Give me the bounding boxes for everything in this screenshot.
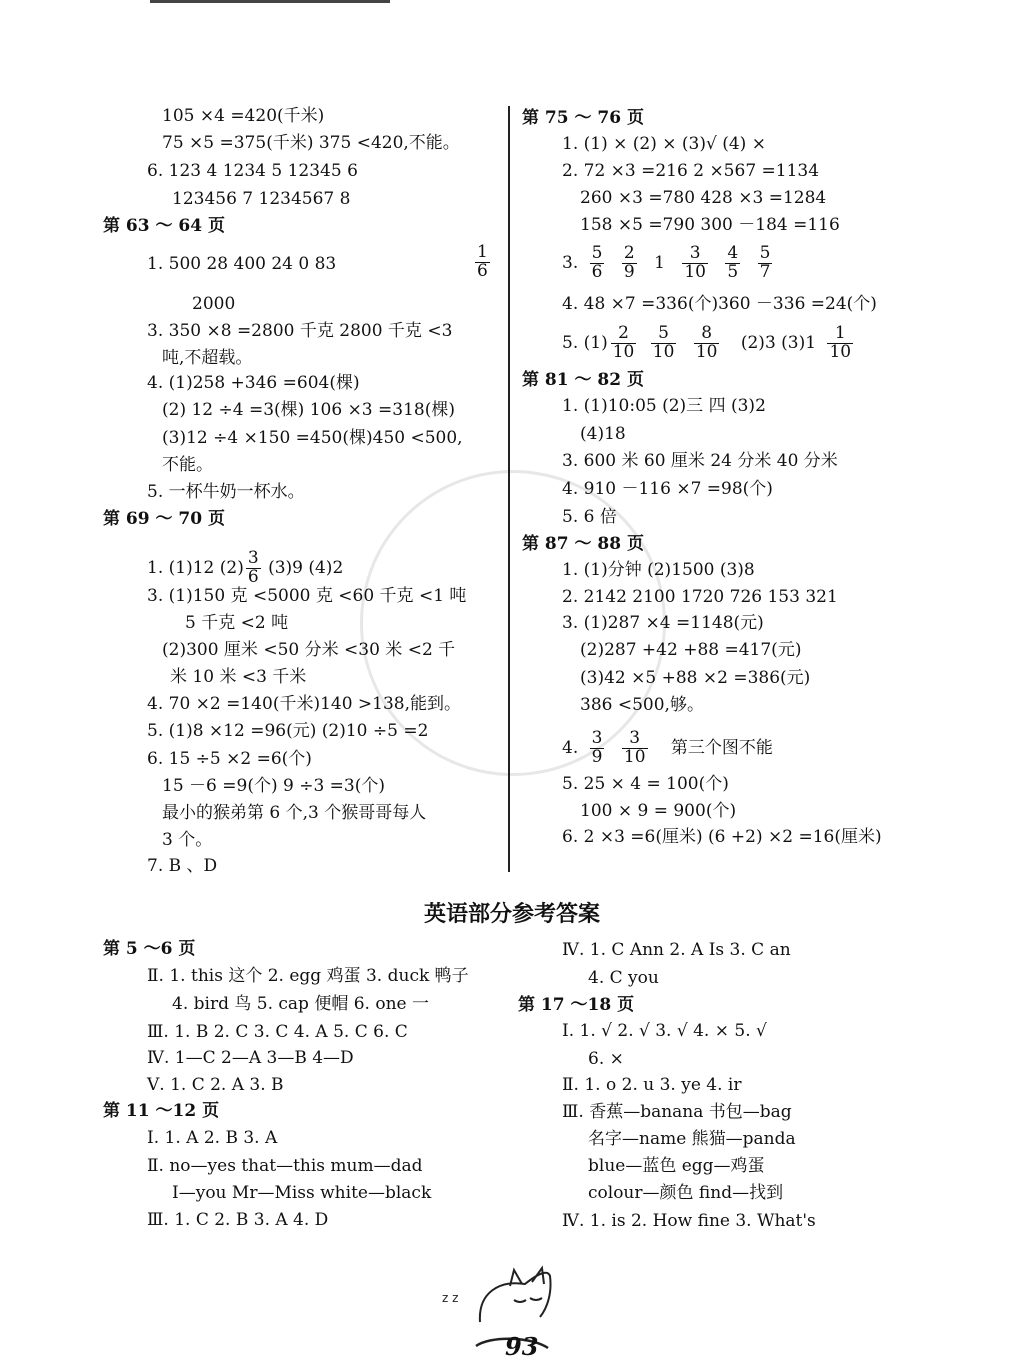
answer-line: 6. 15 ÷5 ×2 =6(个) — [147, 749, 312, 769]
fraction: $\frac{3}{10}$ — [684, 243, 706, 282]
fraction: $\frac{1}{6}$ — [477, 242, 488, 281]
fraction: $\frac{3}{10}$ — [623, 728, 646, 767]
section-header: 第 11 ～12 页 — [103, 1101, 220, 1121]
section-header: 第 17 ～18 页 — [518, 995, 635, 1015]
answer-line: Ⅱ. 1. this 这个 2. egg 鸡蛋 3. duck 鸭子 — [147, 966, 469, 986]
answer-line: (4)18 — [580, 424, 626, 444]
answer-line: 4. bird 鸟 5. cap 便帽 6. one 一 — [172, 994, 430, 1014]
fraction: $\frac{2}{9}$ — [623, 243, 635, 282]
column-divider — [508, 106, 510, 872]
answer-line: Ⅲ. 香蕉—banana 书包—bag — [562, 1102, 792, 1122]
answer-line: 2000 — [192, 294, 236, 314]
answer-line: 386 <500,够。 — [580, 695, 704, 715]
answer-line: 1. (1)10:05 (2)三 四 (3)2 — [562, 396, 766, 416]
answer-line: 2. 2142 2100 1720 726 153 321 — [562, 587, 838, 607]
answer-line: colour—颜色 find—找到 — [588, 1183, 784, 1203]
answer-line: (3)12 ÷4 ×150 =450(棵)450 <500, — [162, 428, 463, 448]
sleep-z-text: z z — [442, 1291, 459, 1305]
section-header-p63: 第 63 ～ 64 页 — [103, 216, 225, 236]
answer-line: 7. B 、D — [147, 856, 218, 876]
section-header-p75: 第 75 ～ 76 页 — [522, 108, 644, 128]
answer-line: 158 ×5 =790 300 －184 =116 — [580, 215, 840, 235]
answer-line: Ⅰ. 1. A 2. B 3. A — [147, 1128, 278, 1148]
answer-line: Ⅱ. 1. o 2. u 3. ye 4. ir — [562, 1075, 742, 1095]
page-number: 93 — [505, 1332, 539, 1361]
answer-line: 最小的猴弟第 6 个,3 个猴哥哥每人 — [162, 803, 427, 823]
answer-line: 1. (1)分钟 (2)1500 (3)8 — [562, 560, 755, 580]
answer-line: 1. (1)12 (2) $\frac{3}{6}$ (3)9 (4)2 — [147, 548, 344, 587]
fraction: $\frac{1}{10}$ — [829, 323, 852, 362]
section-header: 第 5 ～6 页 — [103, 939, 196, 959]
answer-line: 米 10 米 <3 千米 — [170, 667, 307, 687]
answer-line: 6. 123 4 1234 5 12345 6 — [147, 161, 358, 181]
fraction: $\frac{5}{6}$ — [591, 243, 603, 282]
answer-line: 15 －6 =9(个) 9 ÷3 =3(个) — [162, 776, 385, 796]
answer-line: blue—蓝色 egg—鸡蛋 — [588, 1156, 765, 1176]
answer-line: 4. 70 ×2 =140(千米)140 >138,能到。 — [147, 694, 462, 714]
answer-line: 3. 350 ×8 =2800 千克 2800 千克 <3 — [147, 321, 453, 341]
answer-line: 6. × — [588, 1049, 624, 1069]
top-rule — [150, 0, 390, 3]
answer-line: Ⅳ. 1—C 2—A 3—B 4—D — [147, 1048, 354, 1068]
answer-line: Ⅲ. 1. B 2. C 3. C 4. A 5. C 6. C — [147, 1022, 408, 1042]
answer-line: 4. 910 －116 ×7 =98(个) — [562, 479, 773, 499]
answer-line: 6. 2 ×3 =6(厘米) (6 +2) ×2 =16(厘米) — [562, 827, 882, 847]
english-section-title: 英语部分参考答案 — [423, 902, 600, 927]
answer-line: 1. 500 28 400 24 0 83 $\frac{1}{6}$ — [147, 242, 488, 281]
answer-line: (2) 12 ÷4 =3(棵) 106 ×3 =318(棵) — [162, 400, 455, 420]
answer-line: Ⅰ. 1. √ 2. √ 3. √ 4. × 5. √ — [562, 1021, 767, 1041]
answer-line: 4. 48 ×7 =336(个)360 －336 =24(个) — [562, 294, 877, 314]
answer-line: I—you Mr—Miss white—black — [172, 1183, 432, 1203]
section-header-p87: 第 87 ～ 88 页 — [522, 534, 644, 554]
answer-line: 吨,不超载。 — [162, 348, 253, 368]
answer-line: Ⅳ. 1. C Ann 2. A Is 3. C an — [562, 940, 791, 960]
answer-line: 4. (1)258 +346 =604(棵) — [147, 373, 360, 393]
answer-line: 75 ×5 =375(千米) 375 <420,不能。 — [162, 133, 460, 153]
answer-line: 5. (1) $\frac{2}{10}$ $\frac{5}{10}$ $\frac{8}{10}$ (2)3 (3)1 $\frac{1}{10}$ — [562, 323, 852, 362]
answer-line: 5. 6 倍 — [562, 507, 617, 527]
answer-line: 105 ×4 =420(千米) — [162, 106, 325, 126]
answer-line: 2. 72 ×3 =216 2 ×567 =1134 — [562, 161, 820, 181]
answer-line: 100 × 9 = 900(个) — [580, 801, 737, 821]
answer-line: (2)287 +42 +88 =417(元) — [580, 640, 802, 660]
answer-line: 3. (1)150 克 <5000 克 <60 千克 <1 吨 — [147, 586, 467, 606]
fraction: $\frac{3}{6}$ — [247, 548, 259, 587]
fraction: $\frac{5}{10}$ — [652, 323, 675, 362]
answer-line: 5. (1)8 ×12 =96(元) (2)10 ÷5 =2 — [147, 721, 429, 741]
fraction: $\frac{3}{9}$ — [591, 728, 603, 767]
section-header-p81: 第 81 ～ 82 页 — [522, 370, 644, 390]
answer-line: Ⅱ. no—yes that—this mum—dad — [147, 1156, 423, 1176]
fraction: $\frac{8}{10}$ — [695, 323, 718, 362]
section-header-p69: 第 69 ～ 70 页 — [103, 509, 225, 529]
sleeping-cat-icon — [440, 1262, 560, 1362]
fraction: $\frac{5}{7}$ — [759, 243, 771, 282]
fraction: $\frac{4}{5}$ — [727, 243, 739, 282]
answer-line: 名字—name 熊猫—panda — [588, 1129, 796, 1149]
answer-line: 3. (1)287 ×4 =1148(元) — [562, 613, 764, 633]
answer-line: 1. (1) × (2) × (3)√ (4) × — [562, 134, 766, 154]
fraction: $\frac{2}{10}$ — [612, 323, 635, 362]
answer-line: 4. $\frac{3}{9}$ $\frac{3}{10}$ 第三个图不能 — [562, 728, 773, 767]
answer-line: (3)42 ×5 +88 ×2 =386(元) — [580, 668, 811, 688]
answer-line: 5. 一杯牛奶一杯水。 — [147, 482, 305, 502]
answer-line: 4. C you — [588, 968, 659, 988]
answer-line: 5. 25 × 4 = 100(个) — [562, 774, 729, 794]
answer-line: 3. $\frac{5}{6}$ $\frac{2}{9}$ 1 $\frac{3}{10}$ $\frac{4}{5}$ $\frac{5}{7}$ — [562, 243, 771, 282]
answer-line: (2)300 厘米 <50 分米 <30 米 <2 千 — [162, 640, 456, 660]
answer-line: 3 个。 — [162, 830, 213, 850]
answer-line: Ⅴ. 1. C 2. A 3. B — [147, 1075, 284, 1095]
answer-line: 5 千克 <2 吨 — [185, 613, 289, 633]
answer-line: Ⅳ. 1. is 2. How fine 3. What's — [562, 1211, 816, 1231]
answer-line: 3. 600 米 60 厘米 24 分米 40 分米 — [562, 451, 838, 471]
answer-line: Ⅲ. 1. C 2. B 3. A 4. D — [147, 1210, 329, 1230]
answer-line: 不能。 — [162, 455, 213, 475]
answer-line: 123456 7 1234567 8 — [172, 189, 351, 209]
answer-line: 260 ×3 =780 428 ×3 =1284 — [580, 188, 827, 208]
